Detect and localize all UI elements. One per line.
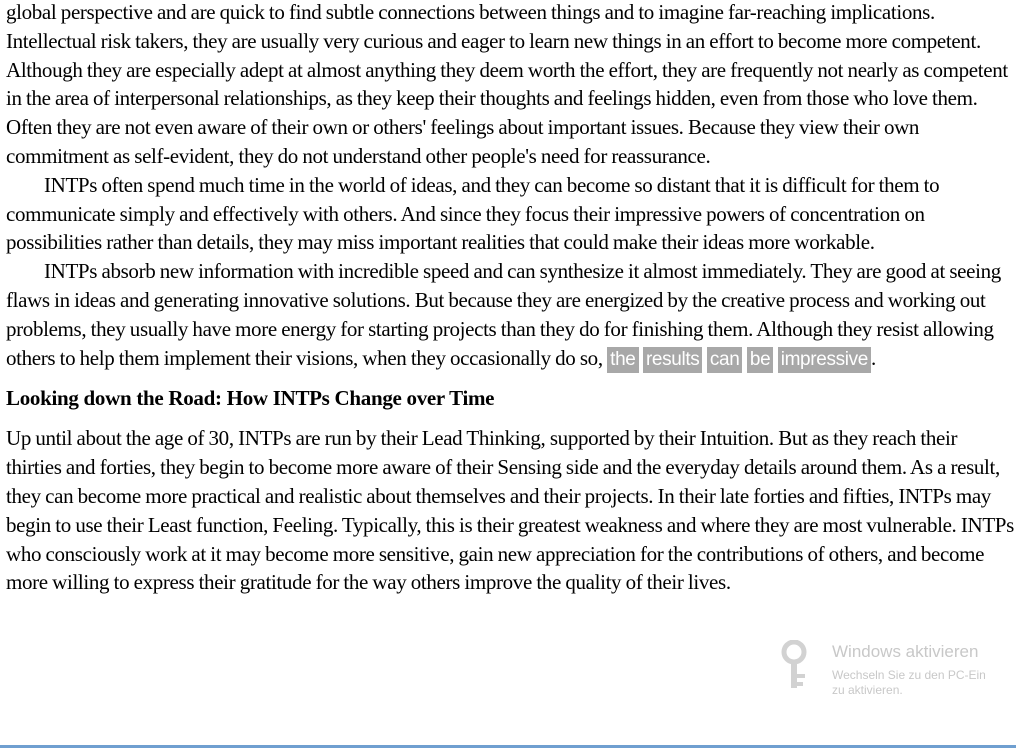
windows-activation-watermark <box>780 638 1016 698</box>
section-heading: Looking down the Road: How INTPs Change over Time <box>6 386 495 411</box>
paragraph-3 <box>6 257 1014 374</box>
paragraph-4: Up until about the age of 30, INTPs are run by their Lead Thinking, supported by their Intuition. But as they reach their thirties and forties, they begin to become more aware of their Sensing side and the everyday details around them. As a result, they can become more practical and realistic about themselves and their projects. In their late forties and fifties, INTPs may begin to use their Least function, Feeling. Typically, this is their greatest weakness and where they are most vulnerable. INTPs who consciously work at it may become more sensitive, gain new appreciation for the contributions of others, and become more willing to express their gratitude for the way others improve the quality of their lives. <box>6 426 1014 595</box>
key-icon <box>780 640 818 692</box>
highlight-word-be: be <box>747 347 773 373</box>
document-page <box>6 0 1014 597</box>
highlight-word-can: can <box>707 347 743 373</box>
highlight-word-the: the <box>607 347 638 373</box>
watermark-subtitle <box>832 668 986 698</box>
watermark-line-2: zu aktivieren. <box>832 683 903 697</box>
paragraph-3-text: INTPs absorb new information with incredible speed and can synthesize it almost immediately. They are good at seeing flaws in ideas and generating innovative solutions. But because they are energized by the creative process and working out problems, they usually have more energy for starting projects than they do for finishing them. Although they resist allowing others to help them implement their visions, when they occasionally do so, <box>6 259 1001 370</box>
highlight-word-results: results <box>643 347 703 373</box>
highlighted-phrase <box>607 346 871 370</box>
highlight-word-impressive: impressive <box>778 347 871 373</box>
paragraph-2: INTPs often spend much time in the world of ideas, and they can become so distant that it is difficult for them to communicate simply and effectively with others. And since they focus their impressive powers of concentration on possibilities rather than details, they may miss important realities that could make their ideas more workable. <box>6 172 940 255</box>
paragraph-3-period: . <box>871 345 876 370</box>
watermark-title: Windows aktivieren <box>832 642 979 661</box>
watermark-line-1: Wechseln Sie zu den PC-Ein <box>832 668 986 682</box>
paragraph-1: global perspective and are quick to find subtle connections between things and to imagine far-reaching implications. Intellectual risk takers, they are usually very curious and eager to learn new things in an effort to become more competent. Although they are especially adept at almost anything they deem worth the effort, they are frequently not nearly as competent in the area of interpersonal relationships, as they keep their thoughts and feelings hidden, even from those who love them. Often they are not even aware of their own or others' feelings about important issues. Because they view their own commitment as self-evident, they do not understand other people's need for reassurance. <box>6 0 1008 168</box>
